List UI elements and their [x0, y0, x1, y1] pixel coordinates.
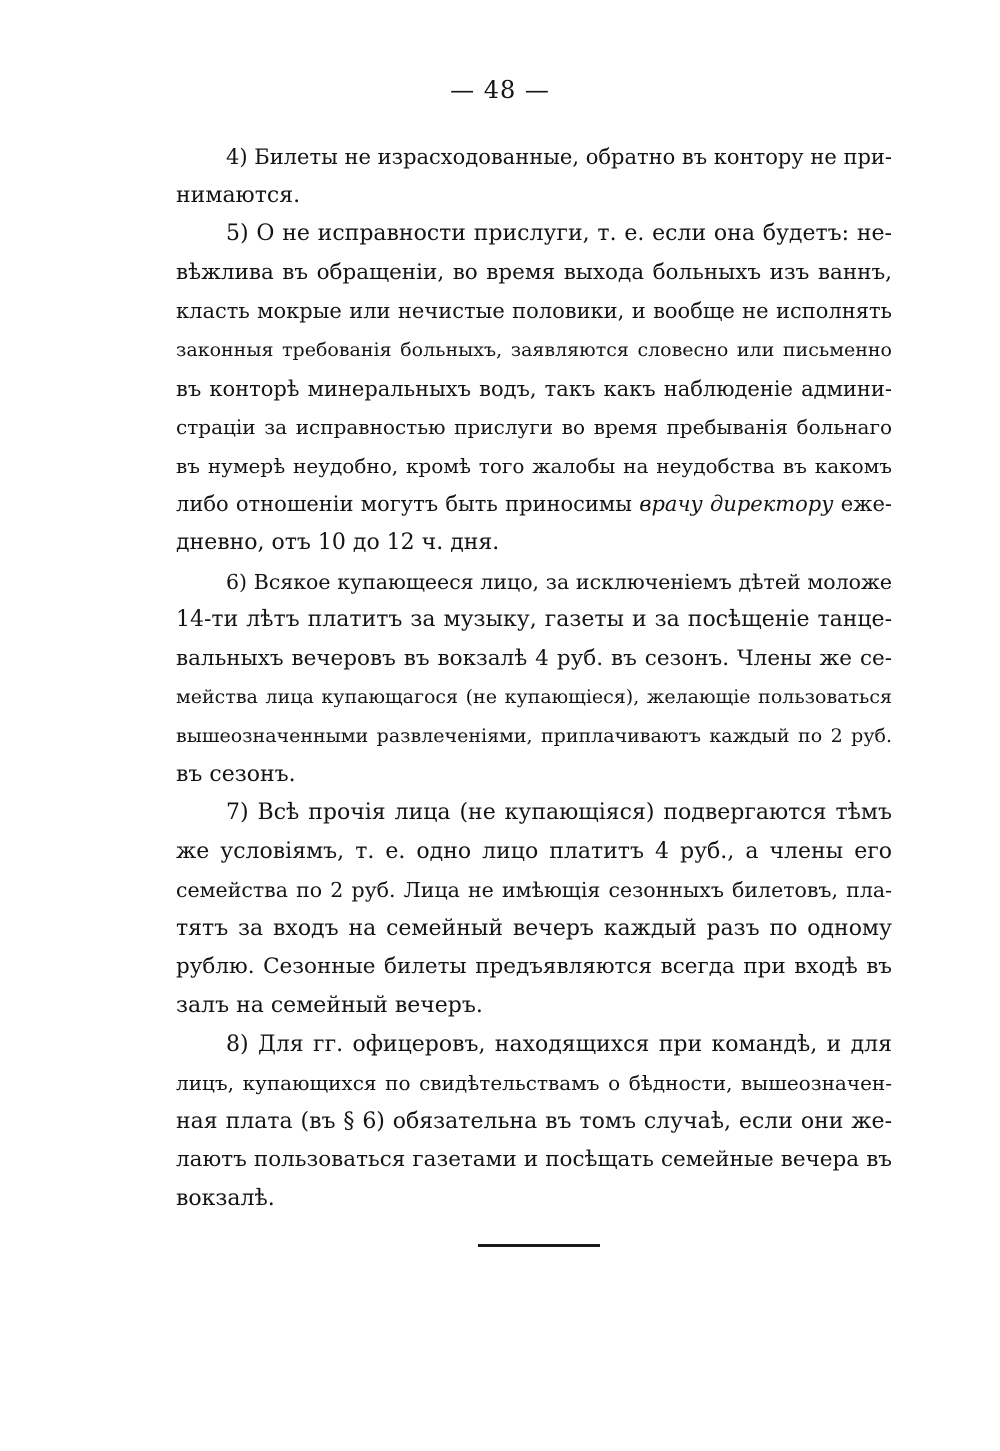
text-line: [176, 833, 892, 872]
text-span: законныя требованія больныхъ, заявляются словесно или письменно: [176, 338, 892, 361]
text-line: [176, 678, 892, 717]
text-span: 4) Билеты не израсходованные, обратно въ контору не при-: [226, 145, 892, 169]
text-line: [176, 601, 892, 640]
text-span: вышеозначенными развлеченіями, приплачиваютъ каждый по 2 руб.: [176, 724, 892, 747]
end-rule: [478, 1244, 600, 1247]
text-line: [176, 138, 892, 177]
text-span: 7) Всѣ прочія лица (не купающіяся) подвергаются тѣмъ: [226, 800, 892, 826]
page-number: — 48 —: [450, 76, 550, 104]
text-line: [176, 408, 892, 447]
text-span: рублю. Сезонные билеты предъявляются всегда при входѣ въ: [176, 954, 892, 980]
text-line: [176, 794, 892, 833]
text-span: вальныхъ вечеровъ въ вокзалѣ 4 руб. въ сезонъ. Члены же се-: [176, 645, 892, 671]
text-line: [176, 910, 892, 949]
text-span: страціи за исправностью прислуги во время пребыванія больнаго: [176, 415, 892, 440]
text-span: въ нумерѣ неудобно, кромѣ того жалобы на неудобства въ какомъ: [176, 453, 892, 478]
text-span: тятъ за входъ на семейный вечеръ каждый разъ по одному: [176, 915, 892, 941]
text-line: [176, 563, 892, 602]
text-line: [176, 331, 892, 370]
text-line: [176, 871, 892, 910]
text-span: класть мокрые или нечистые половики, и вообще не исполнять: [176, 299, 892, 324]
text-span: же условіямъ, т. е. одно лицо платитъ 4 руб., а члены его: [176, 838, 892, 864]
text-line: [176, 948, 892, 987]
text-span: семейства по 2 руб. Лица не имѣющія сезонныхъ билетовъ, пла-: [176, 878, 892, 903]
text-span: въ конторѣ минеральныхъ водъ, такъ какъ наблюденіе админи-: [176, 376, 892, 401]
text-span: 14-ти лѣтъ платитъ за музыку, газеты и за посѣщеніе танце-: [176, 607, 892, 633]
text-span: вокзалѣ.: [176, 1186, 275, 1212]
text-line: [176, 254, 892, 293]
text-span: ная плата (въ § 6) обязательна въ томъ случаѣ, если они же-: [176, 1108, 892, 1134]
text-span: нимаются.: [176, 182, 301, 208]
text-line: [176, 292, 892, 331]
text-line: [176, 1103, 892, 1142]
text-span: залъ на семейный вечеръ.: [176, 993, 483, 1019]
text-line: [176, 524, 892, 563]
text-line: [176, 370, 892, 409]
text-span: дневно, отъ 10 до 12 ч. дня.: [176, 529, 500, 555]
body-text: [176, 138, 892, 1219]
text-span: лаютъ пользоваться газетами и посѣщать семейные вечера въ: [176, 1147, 892, 1173]
text-line: [176, 1064, 892, 1103]
text-line: [176, 1180, 892, 1219]
text-line: [176, 756, 892, 795]
text-line: [176, 177, 892, 216]
text-span: въ сезонъ.: [176, 761, 296, 787]
italic-text: врачу директору: [639, 492, 834, 517]
text-line: [176, 987, 892, 1026]
text-line: [176, 215, 892, 254]
text-span: мейства лица купающагося (не купающіеся), желающіе пользоваться: [176, 686, 892, 709]
text-span: либо отношеніи могутъ быть приносимы: [176, 492, 640, 517]
text-span: 6) Всякое купающееся лицо, за исключеніемъ дѣтей моложе: [226, 569, 892, 594]
text-line: [176, 717, 892, 756]
text-span: вѣжлива въ обращеніи, во время выхода больныхъ изъ ваннъ,: [176, 259, 892, 285]
text-span: 8) Для гг. офицеровъ, находящихся при командѣ, и для: [226, 1031, 892, 1057]
text-span: еже-: [833, 492, 892, 517]
text-span: лицъ, купающихся по свидѣтельствамъ о бѣдности, вышеозначен-: [176, 1071, 892, 1096]
text-line: [176, 1026, 892, 1065]
text-line: [176, 1141, 892, 1180]
text-span: 5) О не исправности прислуги, т. е. если она будетъ: не-: [226, 221, 892, 247]
text-line: [176, 447, 892, 486]
text-line: [176, 640, 892, 679]
text-line: [176, 485, 892, 524]
